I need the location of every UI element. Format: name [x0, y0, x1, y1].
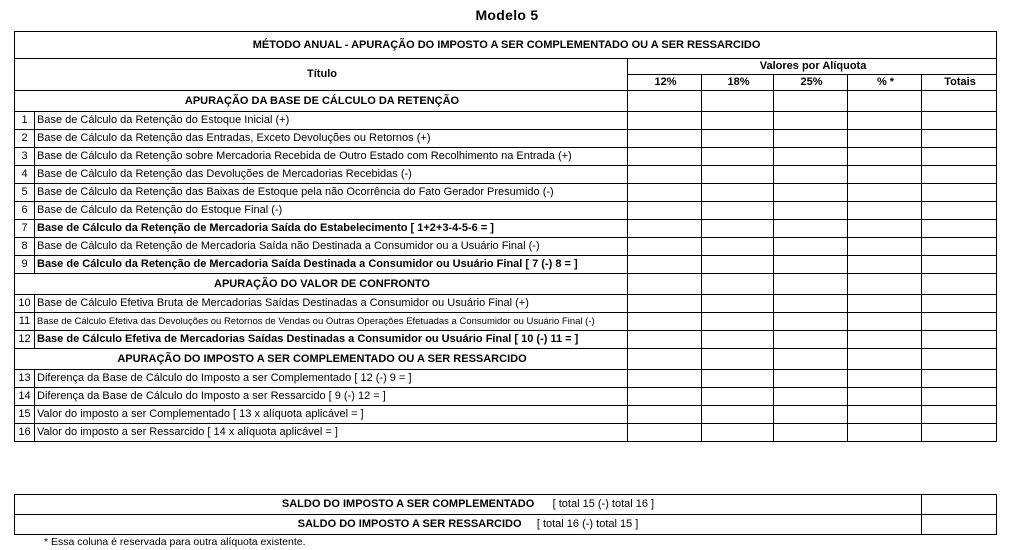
row-label: Base de Cálculo da Retenção sobre Mercadoria Recebida de Outro Estado com Recolhimento na Entrada (+)	[35, 148, 628, 166]
row-number: 15	[15, 406, 35, 424]
table-row	[15, 313, 997, 331]
section-base-calculo: APURAÇÃO DA BASE DE CÁLCULO DA RETENÇÃO	[15, 91, 628, 112]
col-header-18: 18%	[702, 75, 774, 91]
row-number: 9	[15, 256, 35, 274]
table-row	[15, 202, 997, 220]
table-row	[15, 220, 997, 238]
page-title: Modelo 5	[475, 7, 539, 23]
row-label: Base de Cálculo da Retenção do Estoque Final (-)	[35, 202, 628, 220]
row-number: 1	[15, 112, 35, 130]
table-row	[15, 424, 997, 442]
valores-header: Valores por Alíquota	[628, 59, 997, 75]
section-imposto: APURAÇÃO DO IMPOSTO A SER COMPLEMENTADO OU A SER RESSARCIDO	[15, 349, 628, 370]
col-header-other: % *	[848, 75, 922, 91]
row-number: 8	[15, 238, 35, 256]
table-row	[15, 130, 997, 148]
table-row	[15, 295, 997, 313]
row-label: Base de Cálculo Efetiva das Devoluções ou Retornos de Vendas ou Outras Operações Efetuadas a Consumidor ou Usuário Final (-)	[35, 313, 628, 331]
col-header-12: 12%	[628, 75, 702, 91]
row-label: Base de Cálculo Efetiva de Mercadorias Saídas Destinadas a Consumidor ou Usuário Final [ 10 (-) 11 = ]	[35, 331, 628, 349]
row-label: Base de Cálculo Efetiva Bruta de Mercadorias Saídas Destinadas a Consumidor ou Usuário Final (+)	[35, 295, 628, 313]
row-number: 4	[15, 166, 35, 184]
row-label: Base de Cálculo da Retenção de Mercadoria Saída do Estabelecimento [ 1+2+3-4-5-6 = ]	[35, 220, 628, 238]
row-label: Diferença da Base de Cálculo do Imposto a ser Ressarcido [ 9 (-) 12 = ]	[35, 388, 628, 406]
row-number: 2	[15, 130, 35, 148]
footnote: * Essa coluna é reservada para outra alíquota existente.	[44, 536, 306, 548]
row-label: Valor do imposto a ser Complementado [ 13 x alíquota aplicável = ]	[35, 406, 628, 424]
row-number: 13	[15, 370, 35, 388]
row-label: Base de Cálculo da Retenção de Mercadoria Saída não Destinada a Consumidor ou a Usuário Final (-)	[35, 238, 628, 256]
table-row	[15, 370, 997, 388]
row-number: 11	[15, 313, 35, 331]
row-number: 12	[15, 331, 35, 349]
row-label: Base de Cálculo da Retenção das Baixas de Estoque pela não Ocorrência do Fato Gerador Presumido (-)	[35, 184, 628, 202]
row-number: 14	[15, 388, 35, 406]
saldo-ressarcido	[15, 515, 922, 535]
saldo-ressarcido-value	[922, 515, 997, 535]
table-row	[15, 256, 997, 274]
table-row	[15, 166, 997, 184]
saldo-ressarcido-label: SALDO DO IMPOSTO A SER RESSARCIDO	[297, 518, 522, 530]
table-row	[15, 184, 997, 202]
table-row	[15, 388, 997, 406]
table-row	[15, 331, 997, 349]
apuracao-table	[14, 31, 997, 442]
row-label: Base de Cálculo da Retenção das Devoluções de Mercadorias Recebidas (-)	[35, 166, 628, 184]
row-label: Base de Cálculo da Retenção de Mercadoria Saída Destinada a Consumidor ou Usuário Final [ 7 (-) 8 = ]	[35, 256, 628, 274]
row-number: 7	[15, 220, 35, 238]
saldo-ressarcido-formula: [ total 16 (-) total 15 ]	[536, 518, 639, 530]
row-label: Base de Cálculo da Retenção do Estoque Inicial (+)	[35, 112, 628, 130]
col-header-25: 25%	[774, 75, 848, 91]
saldo-table	[14, 494, 997, 535]
table-row	[15, 148, 997, 166]
row-label: Diferença da Base de Cálculo do Imposto a ser Complementado [ 12 (-) 9 = ]	[35, 370, 628, 388]
section-valor-confronto: APURAÇÃO DO VALOR DE CONFRONTO	[15, 274, 628, 295]
table-row	[15, 238, 997, 256]
row-label: Base de Cálculo da Retenção das Entradas, Exceto Devoluções ou Retornos (+)	[35, 130, 628, 148]
saldo-complementado	[15, 495, 922, 515]
col-header-totais: Totais	[922, 75, 997, 91]
saldo-complementado-value	[922, 495, 997, 515]
row-number: 16	[15, 424, 35, 442]
table-row	[15, 112, 997, 130]
row-label: Valor do imposto a ser Ressarcido [ 14 x alíquota aplicável = ]	[35, 424, 628, 442]
row-number: 10	[15, 295, 35, 313]
table-row	[15, 406, 997, 424]
saldo-complementado-formula: [ total 15 (-) total 16 ]	[552, 498, 655, 510]
saldo-complementado-label: SALDO DO IMPOSTO A SER COMPLEMENTADO	[281, 498, 535, 510]
row-number: 3	[15, 148, 35, 166]
row-number: 5	[15, 184, 35, 202]
row-number: 6	[15, 202, 35, 220]
table-title: MÉTODO ANUAL - APURAÇÃO DO IMPOSTO A SER COMPLEMENTADO OU A SER RESSARCIDO	[15, 32, 997, 59]
titulo-header: Título	[15, 59, 628, 91]
